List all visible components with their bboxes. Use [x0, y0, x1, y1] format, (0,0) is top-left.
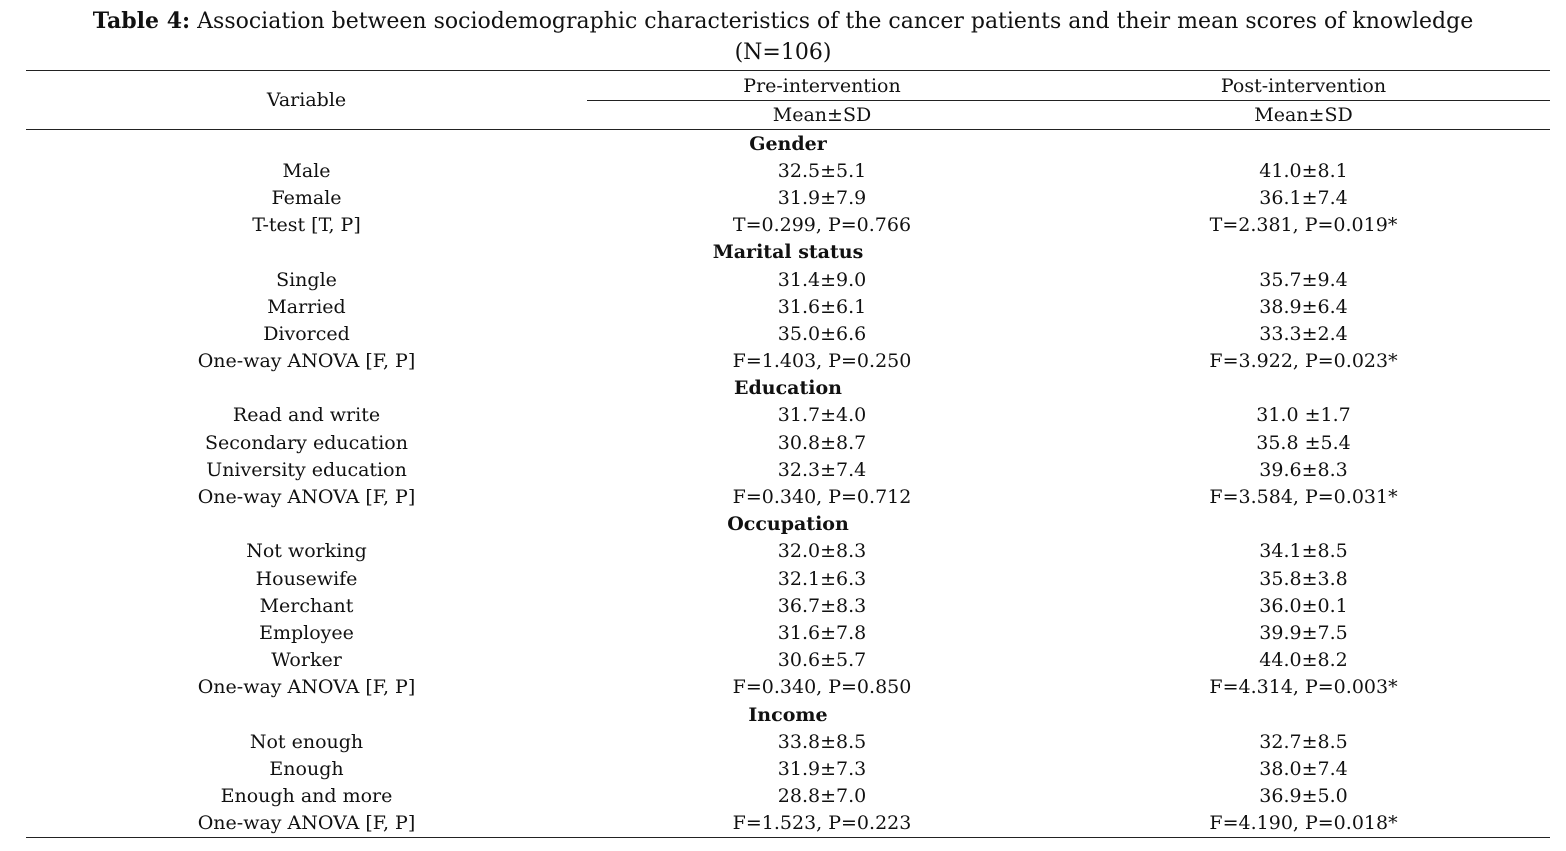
row-variable-cell: University education: [206, 458, 407, 481]
row-post-cell: 34.1±8.5: [1259, 540, 1348, 563]
row-pre-cell: 36.7±8.3: [777, 594, 867, 617]
table-row: [26, 348, 1550, 375]
row-post-cell: 33.3±2.4: [1259, 322, 1348, 345]
row-post-cell: 32.7±8.5: [1259, 730, 1348, 753]
table-row: [26, 755, 1550, 782]
row-variable-cell: Enough and more: [220, 785, 393, 808]
row-post-cell: 36.0±0.1: [1259, 594, 1348, 617]
row-post-cell: 36.9±5.0: [1259, 785, 1348, 808]
row-variable-cell: T-test [T, P]: [252, 214, 361, 237]
row-pre-cell: 32.0±8.3: [777, 540, 867, 563]
row-pre-cell: 31.9±7.3: [777, 757, 867, 780]
table-row: [26, 483, 1550, 510]
row-pre-cell: 31.9±7.9: [777, 186, 867, 209]
row-pre-cell: 28.8±7.0: [777, 785, 867, 808]
table-row: [26, 157, 1550, 184]
row-pre-cell: 32.5±5.1: [777, 159, 867, 182]
row-pre-cell: 32.1±6.3: [777, 567, 867, 590]
table-row: [26, 674, 1550, 701]
section-title: Marital status: [712, 241, 864, 264]
section-title: Education: [734, 377, 842, 400]
table-row: [26, 293, 1550, 320]
table-caption-text: Association between sociodemographic characteristics of the cancer patients and their mean scores of knowledge: [197, 9, 1474, 34]
table-row: [26, 592, 1550, 619]
row-post-cell: T=2.381, P=0.019*: [1209, 214, 1398, 237]
table-row: [26, 184, 1550, 211]
row-post-cell: 41.0±8.1: [1259, 159, 1348, 182]
row-pre-cell: F=0.340, P=0.712: [732, 486, 912, 509]
table-row: [26, 320, 1550, 347]
row-variable-cell: Secondary education: [205, 431, 408, 454]
row-post-cell: 38.9±6.4: [1259, 295, 1348, 318]
table-caption-n: (N=106): [734, 40, 832, 65]
row-post-cell: 31.0 ±1.7: [1256, 404, 1351, 427]
header-pre-intervention: Pre-intervention: [587, 71, 1057, 101]
knowledge-scores-table: [26, 70, 1550, 838]
row-variable-cell: Not working: [246, 540, 367, 563]
table-row: [26, 728, 1550, 755]
section-title: Occupation: [727, 513, 849, 536]
section-header-row: [26, 130, 1550, 158]
section-header-row: [26, 701, 1550, 728]
row-pre-cell: 31.7±4.0: [777, 404, 867, 427]
table-row: [26, 565, 1550, 592]
row-variable-cell: Not enough: [249, 730, 364, 753]
row-post-cell: 36.1±7.4: [1259, 186, 1348, 209]
row-post-cell: 44.0±8.2: [1259, 649, 1348, 672]
header-variable: Variable: [26, 71, 587, 130]
row-pre-cell: 30.6±5.7: [777, 649, 867, 672]
table-body: [26, 130, 1550, 838]
section-header-row: [26, 375, 1550, 402]
table-row: [26, 810, 1550, 838]
header-post-stat: Mean±SD: [1057, 101, 1550, 130]
table-row: [26, 783, 1550, 810]
row-variable-cell: Male: [282, 159, 331, 182]
row-variable-cell: One-way ANOVA [F, P]: [197, 350, 416, 373]
header-post-intervention: Post-intervention: [1057, 71, 1550, 101]
section-header-row: [26, 239, 1550, 266]
row-post-cell: 39.9±7.5: [1259, 621, 1348, 644]
row-variable-cell: One-way ANOVA [F, P]: [197, 486, 416, 509]
row-post-cell: F=4.190, P=0.018*: [1057, 810, 1550, 838]
row-variable-cell: Read and write: [232, 404, 381, 427]
table-row: [26, 456, 1550, 483]
row-variable-cell: Married: [267, 295, 346, 318]
table-row: [26, 647, 1550, 674]
row-post-cell: F=4.314, P=0.003*: [1209, 676, 1398, 699]
table-caption: [0, 6, 1566, 68]
row-variable-cell: Merchant: [259, 594, 354, 617]
row-pre-cell: 31.6±7.8: [777, 621, 867, 644]
row-variable-cell: One-way ANOVA [F, P]: [197, 676, 416, 699]
row-post-cell: F=3.584, P=0.031*: [1209, 486, 1398, 509]
section-header-row: [26, 511, 1550, 538]
row-pre-cell: 31.6±6.1: [777, 295, 867, 318]
row-post-cell: 35.7±9.4: [1259, 268, 1348, 291]
row-pre-cell: F=1.523, P=0.223: [587, 810, 1057, 838]
row-pre-cell: T=0.299, P=0.766: [732, 214, 912, 237]
row-variable-cell: One-way ANOVA [F, P]: [26, 810, 587, 838]
table-header: [26, 71, 1550, 130]
section-title: Income: [748, 703, 828, 726]
row-post-cell: 35.8±3.8: [1259, 567, 1348, 590]
row-variable-cell: Female: [271, 186, 342, 209]
row-pre-cell: 30.8±8.7: [777, 431, 867, 454]
row-post-cell: 39.6±8.3: [1259, 458, 1348, 481]
row-pre-cell: 35.0±6.6: [777, 322, 867, 345]
section-title: Gender: [749, 132, 827, 155]
row-variable-cell: Enough: [269, 757, 344, 780]
table-caption-label: Table 4:: [92, 8, 191, 34]
row-post-cell: 38.0±7.4: [1259, 757, 1348, 780]
row-pre-cell: 33.8±8.5: [777, 730, 867, 753]
row-variable-cell: Divorced: [263, 322, 350, 345]
table-row: [26, 402, 1550, 429]
table-row: [26, 266, 1550, 293]
row-post-cell: 35.8 ±5.4: [1256, 431, 1351, 454]
row-pre-cell: F=1.403, P=0.250: [732, 350, 912, 373]
row-pre-cell: 31.4±9.0: [777, 268, 867, 291]
table-row: [26, 429, 1550, 456]
row-variable-cell: Employee: [259, 621, 354, 644]
row-post-cell: F=3.922, P=0.023*: [1209, 350, 1398, 373]
row-variable-cell: Single: [276, 268, 337, 291]
table-row: [26, 212, 1550, 239]
table-row: [26, 619, 1550, 646]
row-variable-cell: Housewife: [255, 567, 358, 590]
row-pre-cell: 32.3±7.4: [777, 458, 867, 481]
row-variable-cell: Worker: [271, 649, 342, 672]
header-pre-stat: Mean±SD: [587, 101, 1057, 130]
table-row: [26, 538, 1550, 565]
row-pre-cell: F=0.340, P=0.850: [732, 676, 912, 699]
